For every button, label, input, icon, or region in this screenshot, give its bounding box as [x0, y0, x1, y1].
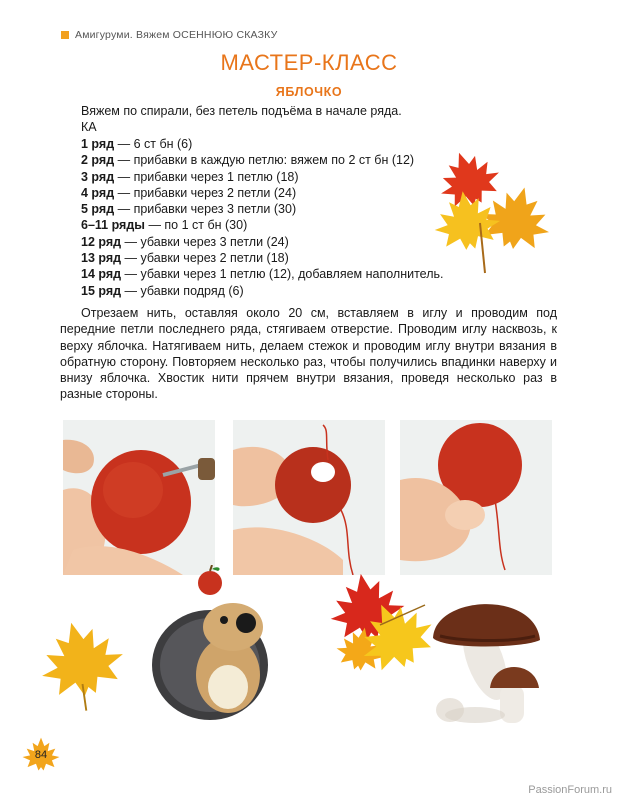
intro-text: [81, 103, 501, 136]
row-text: — убавки через 2 петли (18): [121, 251, 289, 266]
row-number: 2 ряд: [81, 153, 115, 168]
maple-leaf-illustration: [35, 615, 130, 715]
intro-line: КА: [81, 120, 97, 135]
row-number: 4 ряд: [81, 185, 115, 200]
row-number: 3 ряд: [81, 169, 115, 184]
row-number: 12 ряд: [81, 234, 122, 249]
section-subtitle: ЯБЛОЧКО: [275, 85, 343, 99]
row-number: 13 ряд: [81, 251, 122, 266]
rows-list: [81, 136, 481, 299]
row-number: 5 ряд: [81, 202, 115, 217]
header-breadcrumb: [61, 29, 277, 41]
row-item: [81, 169, 481, 185]
row-item: [81, 201, 481, 217]
autumn-leaves-mushrooms-illustration: [325, 570, 545, 730]
row-number: 15 ряд: [81, 283, 122, 298]
row-number: 14 ряд: [81, 267, 122, 282]
header-text: Амигуруми. Вяжем ОСЕННЮЮ СКАЗКУ: [75, 29, 278, 41]
instructions-paragraph: Отрезаем нить, оставляя около 20 см, вставляем в иглу и проводим под передние петли последнего ряда, стягиваем отверстие. Проводим иглу насквозь, к верху яблочка. Натягиваем нить, делаем стежок и проводим иглу внутри вязания в обратную сторону. Повторяем несколько раз, чтобы получились впадинки наверху и внизу яблочка. Хвостик нити прячем внутри вязания, проведя несколько раз в разные стороны.: [60, 306, 557, 402]
row-item: [81, 250, 481, 266]
row-item: [81, 217, 481, 233]
watermark: PassionForum.ru: [528, 784, 612, 796]
row-text: — прибавки через 2 петли (24): [114, 185, 297, 200]
photo-crochet-step-3: [400, 420, 552, 575]
row-text: — убавки через 3 петли (24): [121, 234, 289, 249]
row-text: — прибавки через 3 петли (30): [114, 202, 297, 217]
row-item: [81, 234, 481, 250]
intro-line: Вяжем по спирали, без петель подъёма в начале ряда.: [81, 104, 402, 118]
maple-leaf-cluster-illustration: [425, 148, 565, 288]
row-text: — убавки через 1 петлю (12), добавляем наполнитель.: [121, 267, 444, 282]
row-item: [81, 136, 481, 152]
row-number: 6–11 ряды: [81, 218, 145, 233]
row-number: 1 ряд: [81, 137, 115, 151]
row-text: — по 1 ст бн (30): [144, 218, 248, 233]
row-item: [81, 152, 481, 168]
row-item: [81, 185, 481, 201]
photo-crochet-step-2: [233, 420, 385, 575]
page-number: 84: [34, 749, 48, 761]
row-item: [81, 266, 481, 282]
row-text: — убавки подряд (6): [121, 283, 244, 298]
page-number-badge: [20, 735, 62, 779]
hedgehog-amigurumi-illustration: [148, 565, 278, 725]
row-text: — прибавки в каждую петлю: вяжем по 2 ст бн (12): [114, 153, 415, 168]
row-item: [81, 283, 481, 299]
page-title: МАСТЕР-КЛАСС: [220, 50, 398, 75]
orange-square-icon: [61, 31, 69, 39]
row-text: — 6 ст бн (6): [114, 137, 193, 151]
row-text: — прибавки через 1 петлю (18): [114, 169, 299, 184]
photo-crochet-step-1: [63, 420, 215, 575]
